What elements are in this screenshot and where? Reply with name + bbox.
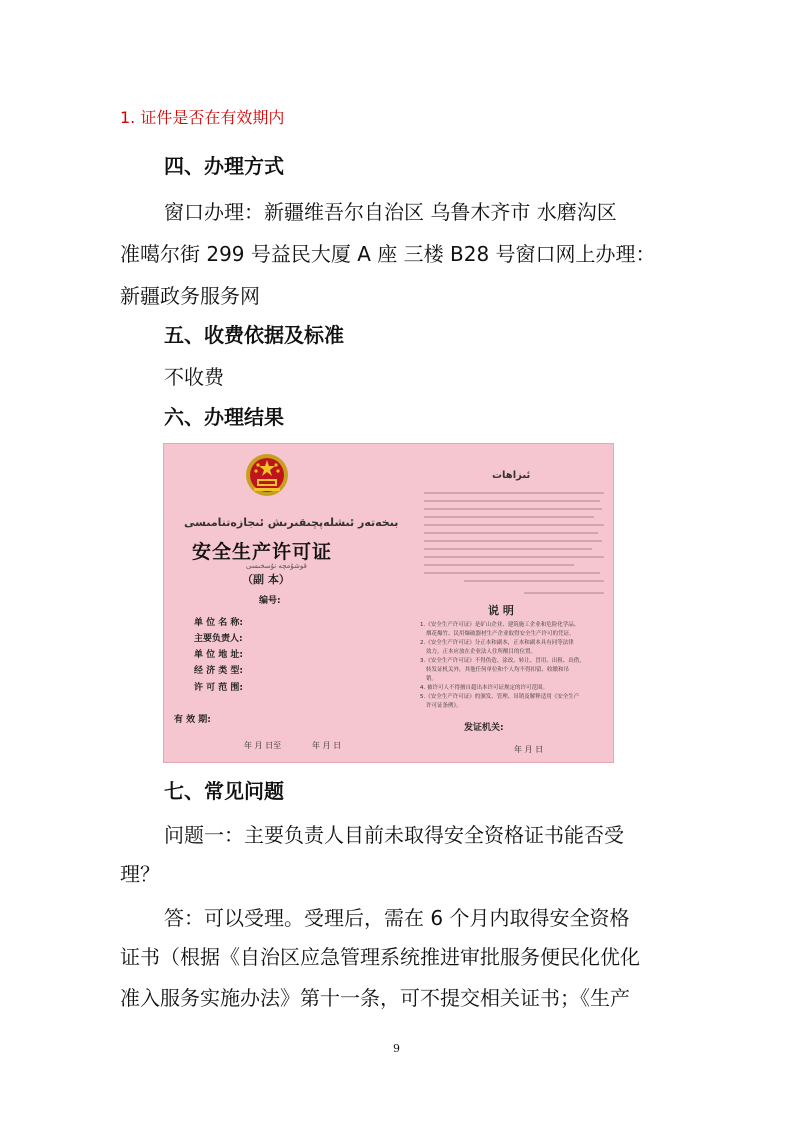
national-emblem-icon <box>244 452 290 498</box>
section7-heading: 七、常见问题 <box>164 779 284 803</box>
faq-answer1-line3: 准入服务实施办法》第十一条，可不提交相关证书；《生产 <box>120 986 630 1010</box>
field-economy-type: 经 济 类 型: <box>194 666 243 676</box>
section4-line1: 窗口办理：新疆维吾尔自治区 乌鲁木齐市 水磨沟区 <box>164 200 617 224</box>
notes-uyghur-heading: ئىزاھات <box>492 470 531 481</box>
faq-answer1-line2: 证书（根据《自治区应急管理系统推进审批服务便民化优化 <box>120 945 640 969</box>
section4-heading: 四、办理方式 <box>164 154 284 178</box>
note-line: 1.《安全生产许可证》是矿山企业、建筑施工企业和危险化学品、 <box>420 622 580 628</box>
notes-title: 说 明 <box>488 604 514 617</box>
validity-end-date: 年 月 日 <box>312 741 342 750</box>
page-number: 9 <box>393 1042 400 1055</box>
note-line: 销。 <box>426 676 438 682</box>
faq-question1-line1: 问题一：主要负责人目前未取得安全资格证书能否受 <box>164 823 624 847</box>
certificate-right-page <box>404 444 614 762</box>
certificate-uyghur-title: بىخەتەر ئىشلەپچىقىرىش ئىجازەتنامىسى <box>184 516 399 529</box>
note-line: 3.《安全生产许可证》不得伪造、涂改、转让、冒用、出租、出借， <box>420 658 585 664</box>
section4-line2: 准噶尔街 299 号益民大厦 A 座 三楼 B28 号窗口网上办理： <box>120 242 656 266</box>
note-line: 许可证条例》。 <box>426 703 462 709</box>
note-line: 4. 被许可人不得擅自超出本许可证规定的许可范围。 <box>420 685 548 691</box>
field-unit-name: 单 位 名 称: <box>194 618 243 628</box>
field-validity: 有 效 期: <box>174 715 211 725</box>
note-line: 转发证机关外，其他任何单位和个人均不得扣留、收缴和吊 <box>426 667 570 673</box>
issuer-date: 年 月 日 <box>514 745 544 754</box>
certificate-copy-label: （副 本） <box>242 573 290 586</box>
note-line: 效力。正本应放在企业法人住所醒目的位置。 <box>426 649 537 655</box>
issuer-label: 发证机关: <box>464 723 504 733</box>
field-unit-address: 单 位 地 址: <box>194 650 243 660</box>
certificate-left-page <box>164 444 399 762</box>
field-permit-scope: 许 可 范 围: <box>194 683 243 693</box>
item-validity-check: 1. 证件是否在有效期内 <box>120 108 285 127</box>
safety-permit-certificate-image <box>163 443 614 763</box>
certificate-copy-uyghur: قوشۇمچە نۇسخىسى <box>246 562 307 570</box>
certificate-title: 安全生产许可证 <box>192 541 333 563</box>
validity-start-date: 年 月 日至 <box>244 741 282 750</box>
field-number: 编号: <box>259 596 281 606</box>
faq-answer1-line1: 答：可以受理。受理后，需在 6 个月内取得安全资格 <box>164 906 630 930</box>
section5-body: 不收费 <box>164 365 224 389</box>
section4-line3: 新疆政务服务网 <box>120 284 260 308</box>
faq-question1-line2: 理？ <box>120 862 160 886</box>
note-line: 烟花爆竹、民用爆破器材生产企业取得安全生产许可的凭证。 <box>426 631 575 637</box>
note-line: 5.《安全生产许可证》的颁发、管理、吊销及解释适用《安全生产 <box>420 694 580 700</box>
section5-heading: 五、收费依据及标准 <box>164 323 344 347</box>
section6-heading: 六、办理结果 <box>164 405 284 429</box>
note-line: 2.《安全生产许可证》分正本和副本，正本和副本具有同等法律 <box>420 640 574 646</box>
field-principal: 主要负责人: <box>194 634 243 644</box>
